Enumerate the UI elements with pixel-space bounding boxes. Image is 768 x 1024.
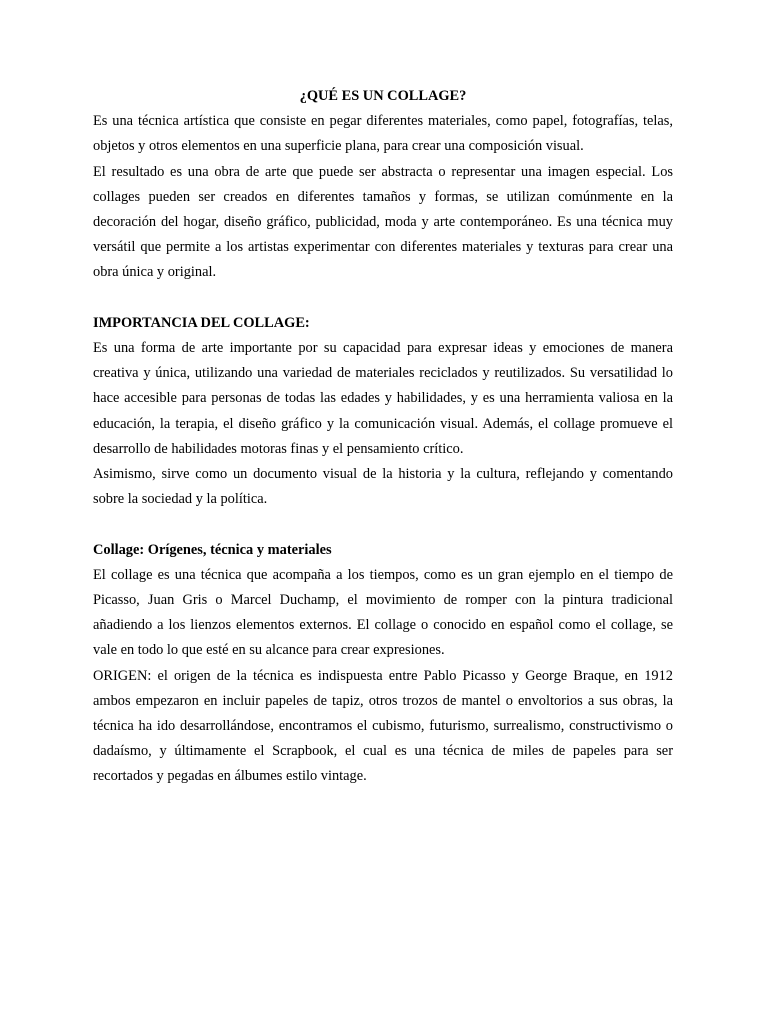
section-3-paragraph-1: El collage es una técnica que acompaña a los tiempos, como es un gran ejemplo en el tiempo de Picasso, Juan Gris o Marcel Duchamp, el movimiento de romper con la pintura tradicional añadiendo a los lienzos elementos externos. El collage o conocido en español como el collage, se vale en todo lo que esté en su alcance para crear expresiones. (93, 566, 673, 659)
document-title: ¿QUÉ ES UN COLLAGE? (299, 88, 467, 104)
section-spacer (93, 286, 673, 311)
section-1-paragraph-1: Es una técnica artística que consiste en pegar diferentes materiales, como papel, fotografías, telas, objetos y otros elementos en una superficie plana, para crear una composición visual. (93, 113, 673, 155)
section-3-paragraph-2: ORIGEN: el origen de la técnica es indispuesta entre Pablo Picasso y George Braque, en 1912 ambos empezaron en incluir papeles de tapiz, otros trozos de mantel o envoltorios a sus obras, la técnica ha ido desarrollándose, encontramos el cubismo, futurismo, surrealismo, constructivismo o dadaísmo, y últimamente el Scrapbook, el cual es una técnica de miles de papeles para ser recortados y pegadas en álbumes estilo vintage. (93, 667, 673, 785)
section-2-paragraph-2: Asimismo, sirve como un documento visual de la historia y la cultura, reflejando y comentando sobre la sociedad y la política. (93, 466, 673, 508)
section-1-paragraph-2: El resultado es una obra de arte que puede ser abstracta o representar una imagen especial. Los collages pueden ser creados en diferentes tamaños y formas, se utilizan comúnmente en la decoración del hogar, diseño gráfico, publicidad, moda y arte contemporáneo. Es una técnica muy versátil que permite a los artistas experimentar con diferentes materiales y texturas para crear una obra única y original. (93, 163, 673, 281)
section-spacer (93, 512, 673, 537)
section-2-heading: IMPORTANCIA DEL COLLAGE: (93, 314, 310, 331)
section-3-heading: Collage: Orígenes, técnica y materiales (93, 541, 332, 558)
section-2-paragraph-1: Es una forma de arte importante por su capacidad para expresar ideas y emociones de manera creativa y única, utilizando una variedad de materiales reciclados y reutilizados. Su versatilidad lo hace accesible para personas de todas las edades y habilidades, y es una herramienta valiosa en la educación, la terapia, el diseño gráfico y la comunicación visual. Además, el collage promueve el desarrollo de habilidades motoras finas y el pensamiento crítico. (93, 340, 673, 457)
document-page (93, 84, 673, 790)
